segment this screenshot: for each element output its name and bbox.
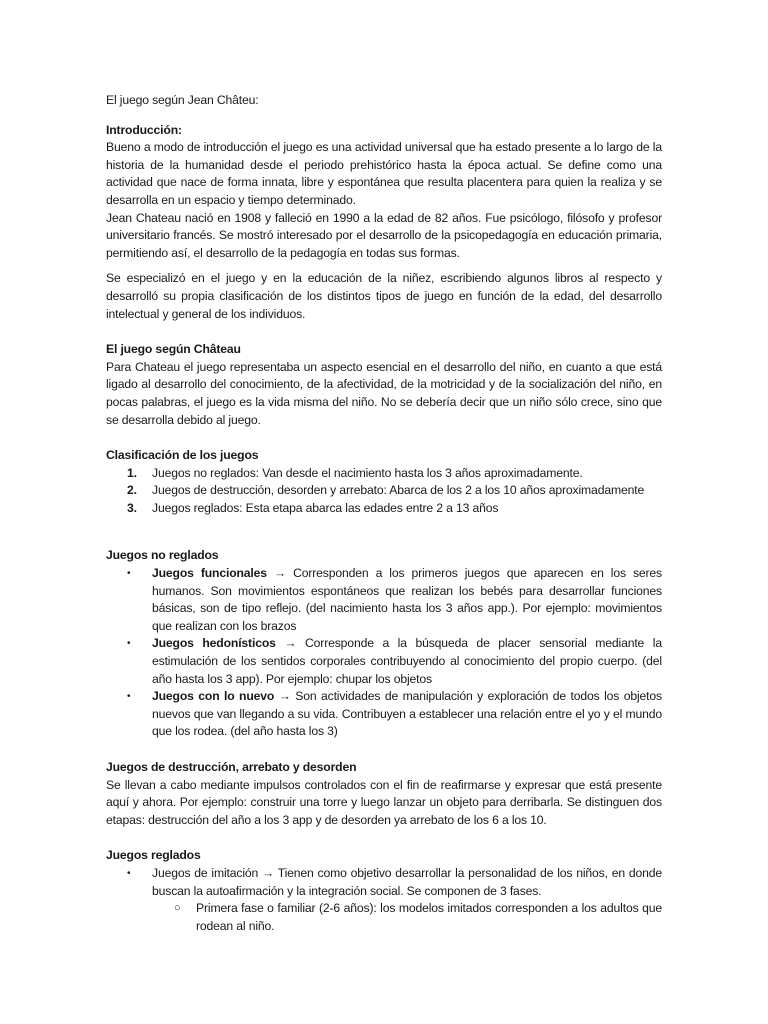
no-reglados-heading: Juegos no reglados [106, 548, 219, 563]
list-number: 1. [127, 465, 137, 480]
circle-bullet-icon: ○ [174, 902, 181, 915]
list-item [106, 482, 662, 500]
term-label: Juegos hedonísticos [152, 636, 276, 651]
bullet-icon: • [127, 568, 131, 580]
sub-list-item [106, 900, 662, 935]
term-label: Juegos funcionales [152, 566, 267, 581]
list-item-text: Juegos de destrucción, desorden y arrebato: Abarca de los 2 a los 10 años aproximadamente [152, 483, 645, 498]
list-item [106, 688, 662, 741]
sub-list-item-text: Primera fase o familiar (2-6 años): los modelos imitados corresponden a los adultos que rodean al niño. [196, 901, 662, 933]
list-item-body [152, 688, 662, 741]
list-item-body [152, 565, 662, 635]
list-number: 2. [127, 483, 137, 498]
list-item [106, 635, 662, 688]
list-item-text: Corresponden a los primeros juegos que aparecen en los seres humanos. Son movimientos espontáneos que realizan los bebés para desarrollar funciones básicas, son de tipo reflejo. (del nacimiento hasta los 3 años app.). Por ejemplo: movimientos que realizan con los brazos [152, 566, 663, 633]
segun-heading: El juego según Château [106, 342, 241, 357]
list-item [106, 500, 662, 518]
list-item [106, 465, 662, 483]
document-title: El juego según Jean Châteu: [106, 93, 259, 107]
destruccion-paragraph: Se llevan a cabo mediante impulsos controlados con el fin de reafirmarse y expresar que está presente aquí y ahora. Por ejemplo: construir una torre y luego lanzar un objeto para derribarla. Se distinguen dos etapas: destrucción del año a los 3 app y de desorden ya arrebato de los 6 a los 10. [106, 777, 662, 827]
bullet-icon: • [127, 638, 131, 650]
term-label: Juegos con lo nuevo [152, 689, 275, 704]
intro-heading: Introducción: [106, 122, 182, 137]
arrow-icon: → [275, 636, 306, 651]
destruccion-heading: Juegos de destrucción, arrebato y desorden [106, 760, 357, 774]
intro-paragraph-3: Se especializó en el juego y en la educación de la niñez, escribiendo algunos libros al respecto y desarrolló su propia clasificación de los distintos tipos de juego en función de la edad, del desarrollo intelectual y general de los individuos. [106, 271, 662, 321]
document-body [106, 92, 662, 935]
list-item-text: Juegos no reglados: Van desde el nacimiento hasta los 3 años aproximadamente. [152, 465, 583, 480]
intro-paragraph-2: Jean Chateau nació en 1908 y falleció en 1990 a la edad de 82 años. Fue psicólogo, filósofo y profesor universitario francés. Se mostró interesado por el desarrollo de la psicopedagogía en educación primaria, permitiendo así, el desarrollo de la pedagogía en todas sus formas. [106, 210, 662, 260]
segun-paragraph: Para Chateau el juego representaba un aspecto esencial en el desarrollo del niño, en cuanto a que está ligado al desarrollo del conocimiento, de la afectividad, de la motricidad y de la socialización del niño, en pocas palabras, el juego es la vida misma del niño. No se debería decir que un niño sólo crece, sino que se desarrolla debido al juego. [106, 359, 662, 427]
reglados-heading: Juegos reglados [106, 848, 201, 863]
arrow-icon: → [274, 689, 296, 704]
list-item-text: Son actividades de manipulación y exploración de todos los objetos nuevos que van llegando a su vida. Contribuyen a establecer una relación entre el yo y el mundo que los rodea. (del año hasta los 3) [152, 689, 662, 739]
bullet-icon: • [127, 691, 131, 703]
list-number: 3. [127, 500, 137, 515]
intro-paragraph-1: Bueno a modo de introducción el juego es una actividad universal que ha estado presente a lo largo de la historia de la humanidad desde el periodo prehistórico hasta la época actual. Se define como una actividad que nace de forma innata, libre y espontánea que resulta placentera para quien la realiza y se desarrolla en un espacio y tiempo determinado. [106, 140, 662, 207]
reglados-list [106, 865, 662, 900]
list-item-text: Juegos de imitación → Tienen como objetivo desarrollar la personalidad de los niños, en donde buscan la autoafirmación y la integración social. Se componen de 3 fases. [152, 865, 662, 898]
list-item [106, 565, 662, 635]
arrow-icon: → [266, 566, 294, 581]
no-reglados-list [106, 565, 662, 741]
bullet-icon: • [127, 867, 131, 879]
clasificacion-heading: Clasificación de los juegos [106, 448, 259, 463]
clasificacion-list [106, 465, 662, 518]
list-item-text: Juegos reglados: Esta etapa abarca las edades entre 2 a 13 años [152, 500, 499, 515]
list-item-text: Corresponde a la búsqueda de placer sensorial mediante la estimulación de los sentidos corporales contribuyendo al conocimiento del propio cuerpo. (del año hasta los 3 app). Por ejemplo: chupar los objetos [152, 636, 662, 686]
list-item-body [152, 635, 662, 688]
list-item [106, 865, 662, 900]
